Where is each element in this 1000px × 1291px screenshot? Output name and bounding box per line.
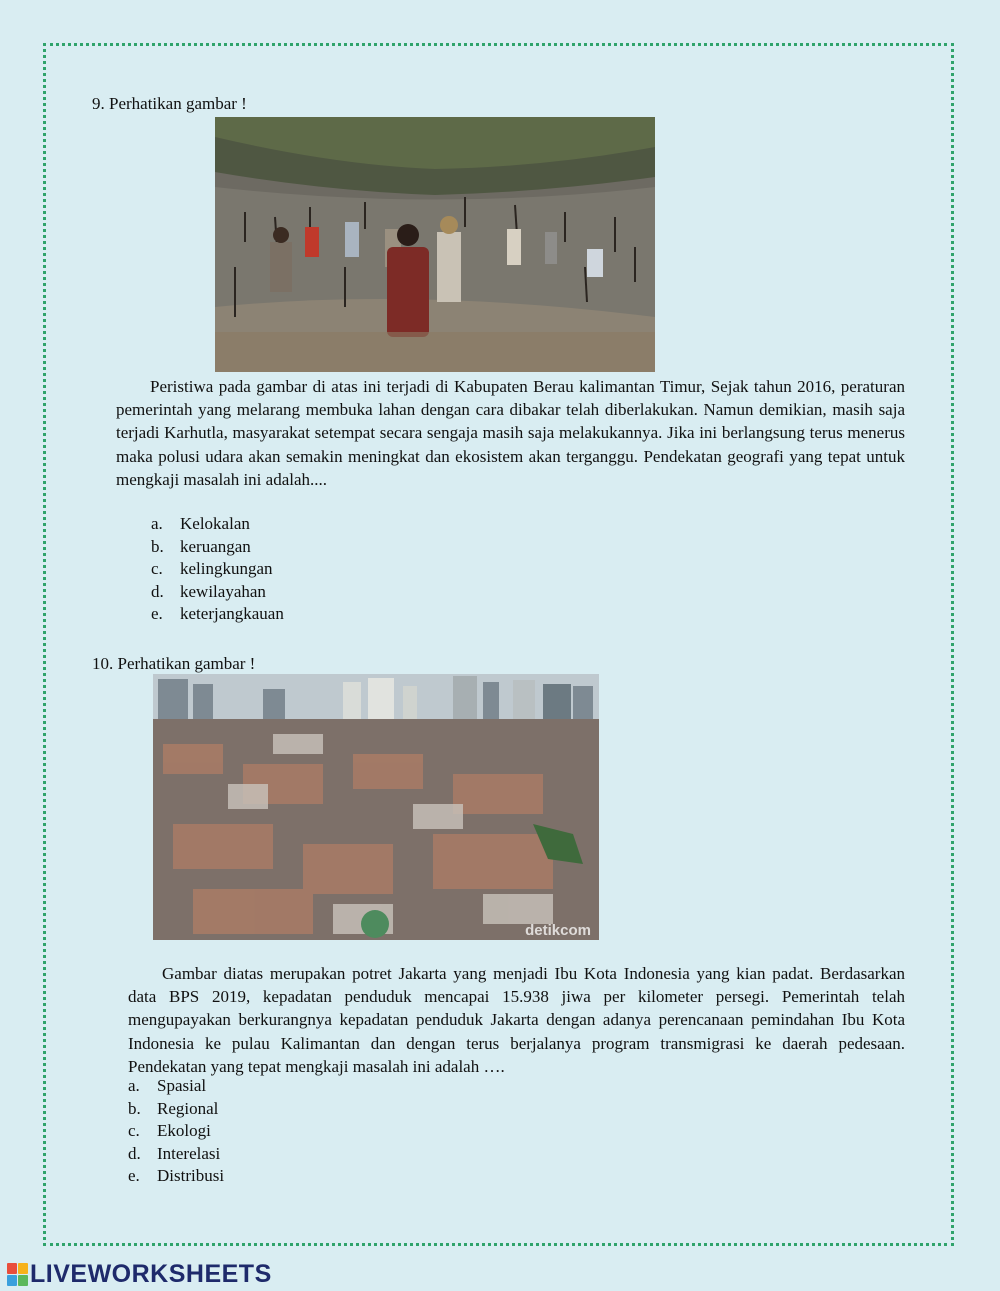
option-item[interactable]: b. Regional: [128, 1098, 219, 1118]
jakarta-city-photo: [153, 674, 599, 940]
liveworksheets-logo: [7, 1259, 272, 1289]
question-9-paragraph: Peristiwa pada gambar di atas ini terjadi di Kabupaten Berau kalimantan Timur, Sejak tahun 2016, peraturan pemerintah yang melarang membuka lahan dengan cara dibakar telah diberlakukan. Namun demikian, masih saja terjadi Karhutla, masyarakat setempat secara sengaja masih saja melakukannya. Jika ini berlangsung terus menerus maka polusi udara akan semakin meningkat dan ekosistem akan terganggu. Pendekatan geografi yang tepat untuk mengkaji masalah ini adalah....: [116, 377, 905, 489]
question-10-options: [128, 1075, 224, 1188]
question-10-paragraph: Gambar diatas merupakan potret Jakarta yang menjadi Ibu Kota Indonesia yang kian padat. Berdasarkan data BPS 2019, kepadatan penduduk mencapai 15.938 jiwa per kilometer persegi. Pemerintah telah mengupayakan berkurangnya kepadatan penduduk Jakarta dengan adanya perencanaan pemindahan Ibu Kota Indonesia ke pulau Kalimantan dan dengan terus berjalanya program transmigrasi ke daerah pedesaan. Pendekatan yang tepat mengkaji masalah ini adalah ….: [128, 964, 905, 1076]
logo-square: [18, 1275, 28, 1286]
logo-square: [7, 1263, 17, 1274]
detik-watermark: detikcom: [525, 922, 591, 939]
option-item[interactable]: c. kelingkungan: [151, 559, 273, 579]
burned-land-illustration: [215, 117, 655, 372]
option-item[interactable]: e. keterjangkauan: [151, 604, 284, 624]
question-9-options: [151, 513, 284, 626]
logo-grid-icon: [7, 1263, 28, 1286]
question-9-title: 9. Perhatikan gambar !: [92, 94, 247, 113]
question-10-title: 10. Perhatikan gambar !: [92, 654, 256, 673]
option-item[interactable]: d. Interelasi: [128, 1143, 221, 1163]
option-item[interactable]: a. Kelokalan: [151, 514, 250, 533]
option-item[interactable]: e. Distribusi: [128, 1166, 225, 1186]
logo-square: [18, 1263, 28, 1274]
brand-name: LIVEWORKSHEETS: [30, 1259, 272, 1288]
logo-square: [7, 1275, 17, 1286]
option-item[interactable]: c. Ekologi: [128, 1121, 211, 1141]
option-item[interactable]: a. Spasial: [128, 1076, 207, 1095]
option-item[interactable]: d. kewilayahan: [151, 581, 266, 601]
burned-land-photo: [215, 117, 655, 372]
option-item[interactable]: b. keruangan: [151, 536, 251, 556]
jakarta-city-illustration: [153, 674, 599, 940]
